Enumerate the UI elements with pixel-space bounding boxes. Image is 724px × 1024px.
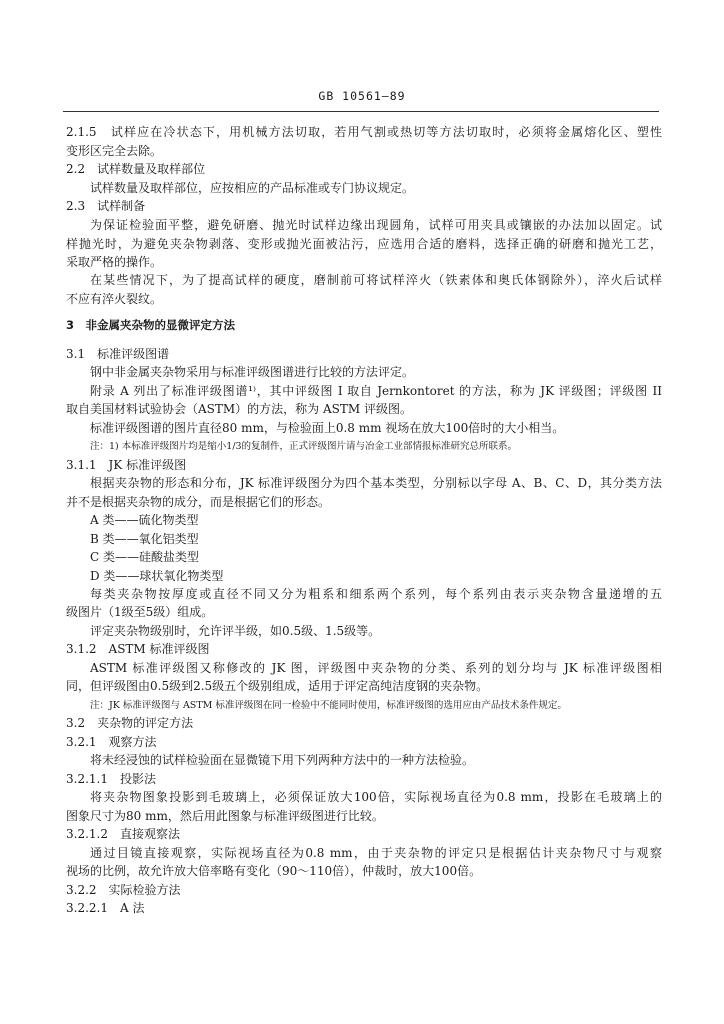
- paragraph-line: 为保证检验面平整，避免研磨、抛光时试样边缘出现圆角，试样可用夹具或镶嵌的办法加以固定。试: [90, 218, 662, 232]
- section-heading: 2.3 试样制备: [66, 199, 146, 213]
- paragraph-line: 试样数量及取样部位，应按相应的产品标准或专门协议规定。: [90, 181, 415, 195]
- paragraph-line: 不应有淬火裂纹。: [66, 292, 163, 306]
- paragraph-line: 图象尺寸为80 mm，然后用此图象与标准评级图进行比较。: [66, 809, 384, 823]
- paragraph-line: 标准评级图谱的图片直径80 mm，与检验面上0.8 mm 视场在放大100倍时的大小相当。: [90, 421, 565, 435]
- paragraph-line: 每类夹杂物按厚度或直径不同又分为粗系和细系两个系列，每个系列由表示夹杂物含量递增的五: [90, 587, 662, 601]
- paragraph-line: 2.1.5 试样应在冷状态下，用机械方法切取，若用气割或热切等方法切取时，必须将金属熔化区、塑性: [66, 125, 662, 139]
- standard-code-header: GB 10561—89: [318, 89, 406, 103]
- paragraph-line: 在某些情况下，为了提高试样的硬度，磨制前可将试样淬火（铁素体和奥氏体钢除外），淬火后试样: [90, 273, 662, 287]
- paragraph-line: 级图片（1级至5级）组成。: [66, 605, 214, 619]
- section-heading: 2.2 试样数量及取样部位: [66, 162, 206, 176]
- paragraph-line: 并不是根据夹杂物的成分，而是根据它们的形态。: [66, 495, 331, 509]
- footnote: 注：1) 本标准评级图片均是缩小1/3的复制件，正式评级图片请与冶金工业部情报标准研究总所联系。: [90, 441, 518, 452]
- paragraph-line: 评定夹杂物级别时，允许评半级，如0.5级、1.5级等。: [90, 624, 381, 638]
- list-item: D 类——球状氧化物类型: [90, 569, 224, 583]
- chapter-heading: 3 非金属夹杂物的显微评定方法: [66, 318, 235, 332]
- list-item: B 类——氧化铝类型: [90, 532, 199, 546]
- section-heading: 3.2 夹杂物的评定方法: [66, 716, 194, 730]
- paragraph-line: 将夹杂物图象投影到毛玻璃上，必须保证放大100倍，实际视场直径为0.8 mm，投影在毛玻璃上的: [90, 790, 662, 804]
- section-heading: 3.2.1.1 投影法: [66, 772, 156, 786]
- list-item: C 类——硅酸盐类型: [90, 550, 199, 564]
- section-heading: 3.2.2.1 A 法: [66, 901, 145, 915]
- footnote: 注：JK 标准评级图与 ASTM 标准评级图在同一检验中不能同时使用，标准评级图的选用应由产品技术条件规定。: [90, 700, 567, 711]
- section-heading: 3.1.2 ASTM 标准评级图: [66, 642, 210, 656]
- section-heading: 3.2.1.2 直接观察法: [66, 827, 180, 841]
- list-item: A 类——硫化物类型: [90, 513, 199, 527]
- paragraph-line: 取自美国材料试验协会（ASTM）的方法，称为 ASTM 评级图。: [66, 402, 412, 416]
- paragraph-line: 根据夹杂物的形态和分布，JK 标准评级图分为四个基本类型，分别标以字母 A、B、C、D，其分类方法: [90, 476, 662, 490]
- paragraph-line: 样抛光时，为避免夹杂物剥落、变形或抛光面被沾污，应选用合适的磨料，选择正确的研磨和抛光工艺，: [66, 237, 662, 251]
- section-heading: 3.2.1 观察方法: [66, 735, 157, 749]
- paragraph-line: 变形区完全去除。: [66, 144, 163, 158]
- section-heading: 3.1 标准评级图谱: [66, 347, 170, 361]
- paragraph-line: 钢中非金属夹杂物采用与标准评级图谱进行比较的方法评定。: [90, 365, 415, 379]
- paragraph-line: 将未经浸蚀的试样检验面在显微镜下用下列两种方法中的一种方法检验。: [90, 753, 475, 767]
- paragraph-line: ASTM 标准评级图又称修改的 JK 图，评级图中夹杂物的分类、系列的划分均与 JK 标准评级图相: [90, 661, 662, 675]
- header-rule: [63, 111, 659, 112]
- section-heading: 3.1.1 JK 标准评级图: [66, 458, 187, 472]
- paragraph-line: 视场的比例，故允许放大倍率略有变化（90～110倍），仲裁时，放大100倍。: [66, 864, 482, 878]
- section-heading: 3.2.2 实际检验方法: [66, 883, 181, 897]
- paragraph-line: 采取严格的操作。: [66, 255, 163, 269]
- paragraph-line: 附录 A 列出了标准评级图谱¹⁾，其中评级图 I 取自 Jernkontoret 的方法，称为 JK 评级图；评级图 II: [90, 384, 662, 398]
- paragraph-line: 通过目镜直接观察，实际视场直径为0.8 mm，由于夹杂物的评定只是根据估计夹杂物尺寸与观察: [90, 846, 662, 860]
- paragraph-line: 同，但评级图由0.5级到2.5级五个级别组成，适用于评定高纯洁度钢的夹杂物。: [66, 679, 489, 693]
